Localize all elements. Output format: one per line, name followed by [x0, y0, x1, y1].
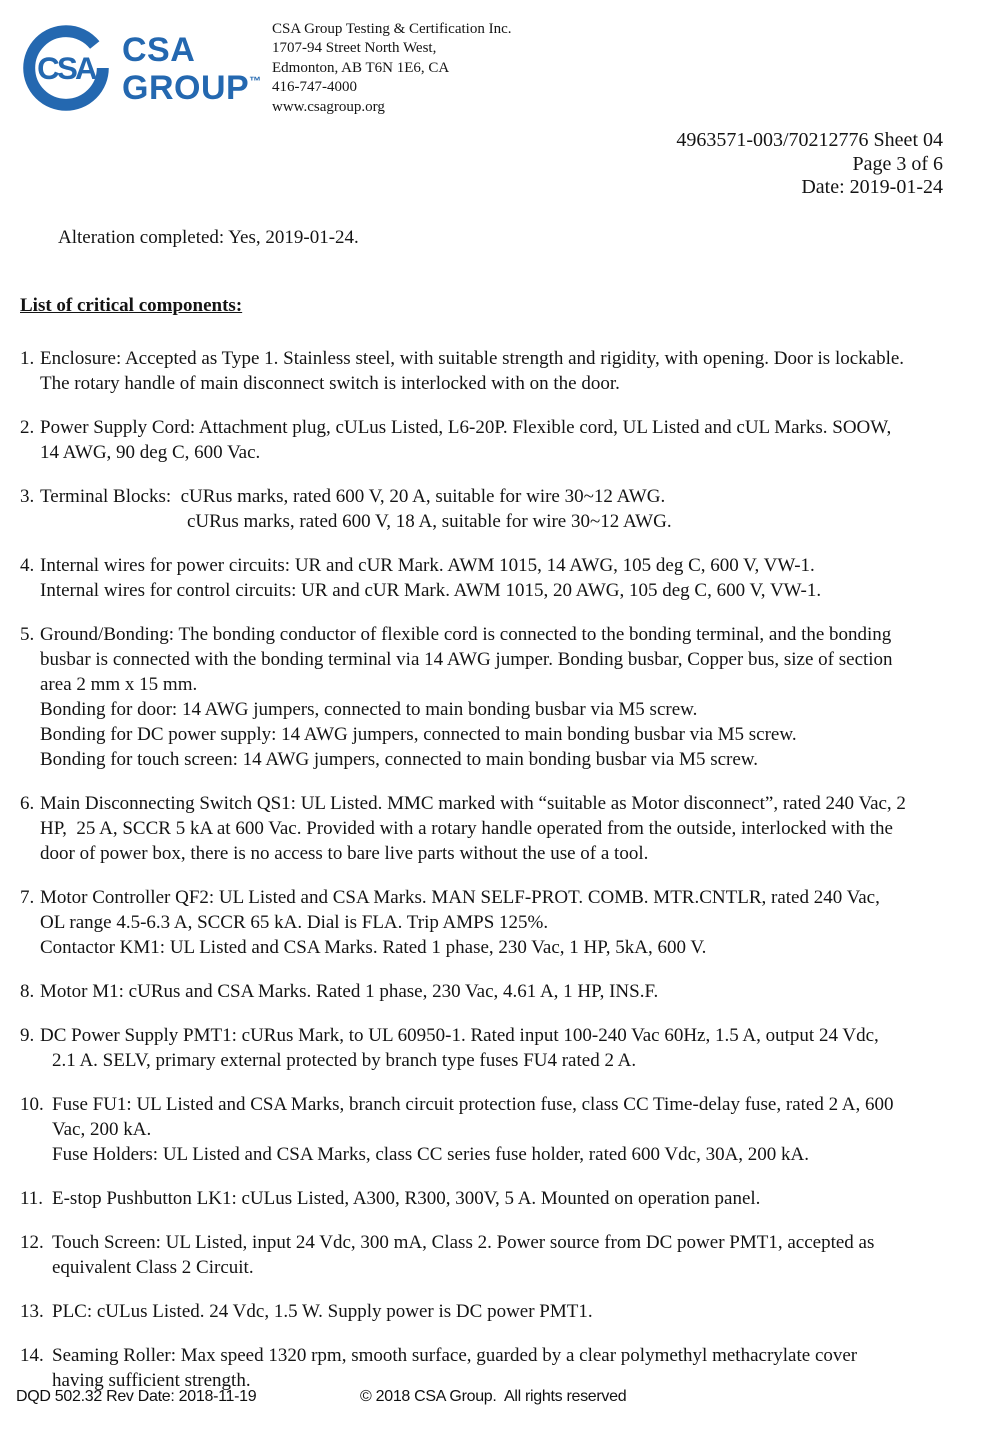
list-item	[20, 1230, 970, 1280]
item-line	[20, 979, 970, 1004]
item-text: Terminal Blocks: cURus marks, rated 600 V, 20 A, suitable for wire 30~12 AWG.	[40, 485, 666, 507]
address-line: 1707-94 Street North West,	[272, 40, 437, 57]
address-line: www.csagroup.org	[272, 98, 385, 115]
list-item	[20, 415, 970, 465]
item-line: equivalent Class 2 Circuit.	[52, 1256, 254, 1278]
item-line	[20, 415, 970, 440]
item-number: 5.	[20, 623, 35, 645]
list-item	[20, 1023, 970, 1073]
alteration-note: Alteration completed: Yes, 2019-01-24.	[58, 226, 359, 248]
footer-copyright: © 2018 CSA Group. All rights reserved	[360, 1388, 627, 1405]
item-line: 14 AWG, 90 deg C, 600 Vac.	[40, 441, 261, 463]
sheet-number: 4963571-003/70212776 Sheet 04	[676, 129, 943, 152]
list-item	[20, 553, 970, 603]
item-line	[20, 1023, 970, 1048]
item-line: The rotary handle of main disconnect switch is interlocked with on the door.	[40, 372, 620, 394]
item-line	[20, 1092, 970, 1117]
item-line: Internal wires for control circuits: UR and cUR Mark. AWM 1015, 20 AWG, 105 deg C, 600 V, VW-1.	[40, 579, 822, 601]
csa-logo	[20, 14, 272, 114]
item-number: 8.	[20, 980, 35, 1002]
item-number: 12.	[20, 1231, 44, 1253]
page-footer	[16, 1388, 976, 1412]
item-line	[20, 553, 970, 578]
address-line: CSA Group Testing & Certification Inc.	[272, 21, 512, 37]
document-date: Date: 2019-01-24	[801, 176, 943, 199]
item-text: Seaming Roller: Max speed 1320 rpm, smooth surface, guarded by a clear polymethyl methacrylate cover	[52, 1344, 858, 1366]
item-line: Fuse Holders: UL Listed and CSA Marks, class CC series fuse holder, rated 600 Vdc, 30A, 200 kA.	[52, 1143, 810, 1165]
item-line	[20, 484, 970, 509]
item-text: PLC: cULus Listed. 24 Vdc, 1.5 W. Supply power is DC power PMT1.	[52, 1300, 593, 1322]
document-info	[20, 129, 970, 200]
item-number: 2.	[20, 416, 35, 438]
item-line	[20, 1230, 970, 1255]
list-item	[20, 622, 970, 772]
item-line	[20, 791, 970, 816]
item-number: 7.	[20, 886, 35, 908]
critical-components-list	[20, 346, 970, 1393]
item-line: Contactor KM1: UL Listed and CSA Marks. Rated 1 phase, 230 Vac, 1 HP, 5kA, 600 V.	[40, 936, 707, 958]
csa-logo-icon	[20, 22, 112, 114]
item-line: 2.1 A. SELV, primary external protected by branch type fuses FU4 rated 2 A.	[52, 1049, 637, 1071]
item-text: Main Disconnecting Switch QS1: UL Listed. MMC marked with “suitable as Motor disconnect”, rated 240 Vac, 2	[40, 792, 906, 814]
address-block	[272, 20, 511, 117]
item-text: Power Supply Cord: Attachment plug, cULus Listed, L6-20P. Flexible cord, UL Listed and cUL Marks. SOOW,	[40, 416, 892, 438]
list-item	[20, 484, 970, 534]
item-text: DC Power Supply PMT1: cURus Mark, to UL 60950-1. Rated input 100-240 Vac 60Hz, 1.5 A, output 24 Vdc,	[40, 1024, 879, 1046]
item-text: Enclosure: Accepted as Type 1. Stainless steel, with suitable strength and rigidity, with opening. Door is lockable.	[40, 347, 905, 369]
item-text: Ground/Bonding: The bonding conductor of flexible cord is connected to the bonding terminal, and the bonding	[40, 623, 892, 645]
list-item	[20, 885, 970, 960]
item-text: Fuse FU1: UL Listed and CSA Marks, branch circuit protection fuse, class CC Time-delay fuse, rated 2 A, 600	[52, 1093, 894, 1115]
list-item	[20, 979, 970, 1004]
list-item	[20, 1092, 970, 1167]
list-item	[20, 1186, 970, 1211]
item-text: Motor M1: cURus and CSA Marks. Rated 1 phase, 230 Vac, 4.61 A, 1 HP, INS.F.	[40, 980, 659, 1002]
item-number: 3.	[20, 485, 35, 507]
page-number: Page 3 of 6	[852, 152, 943, 175]
item-line: HP, 25 A, SCCR 5 kA at 600 Vac. Provided with a rotary handle operated from the outside, interlocked with the	[40, 817, 893, 839]
item-line: OL range 4.5-6.3 A, SCCR 65 kA. Dial is FLA. Trip AMPS 125%.	[40, 911, 549, 933]
item-number: 14.	[20, 1344, 44, 1366]
csa-brand-text	[122, 30, 262, 107]
item-number: 9.	[20, 1024, 35, 1046]
item-line	[20, 1343, 970, 1368]
item-line: busbar is connected with the bonding terminal via 14 AWG jumper. Bonding busbar, Copper bus, size of section	[40, 648, 893, 670]
page-header	[20, 14, 970, 117]
item-line: Bonding for touch screen: 14 AWG jumpers, connected to main bonding busbar via M5 screw.	[40, 748, 759, 770]
item-line: door of power box, there is no access to bare live parts without the use of a tool.	[40, 842, 649, 864]
item-line	[20, 885, 970, 910]
list-item	[20, 346, 970, 396]
item-text: E-stop Pushbutton LK1: cULus Listed, A300, R300, 300V, 5 A. Mounted on operation panel.	[52, 1187, 761, 1209]
item-number: 11.	[20, 1187, 44, 1209]
item-line: having sufficient strength.	[52, 1369, 251, 1391]
item-line	[20, 622, 970, 647]
item-text: Internal wires for power circuits: UR and cUR Mark. AWM 1015, 14 AWG, 105 deg C, 600 V, VW-1.	[40, 554, 815, 576]
item-number: 6.	[20, 792, 35, 814]
item-line: area 2 mm x 15 mm.	[40, 673, 198, 695]
item-text: Motor Controller QF2: UL Listed and CSA Marks. MAN SELF-PROT. COMB. MTR.CNTLR, rated 240 Vac,	[40, 886, 880, 908]
item-line: Bonding for DC power supply: 14 AWG jumpers, connected to main bonding busbar via M5 screw.	[40, 723, 797, 745]
address-line: Edmonton, AB T6N 1E6, CA	[272, 59, 450, 76]
item-line: cURus marks, rated 600 V, 18 A, suitable for wire 30~12 AWG.	[187, 510, 672, 532]
item-line: Bonding for door: 14 AWG jumpers, connected to main bonding busbar via M5 screw.	[40, 698, 698, 720]
section-title: List of critical components:	[20, 294, 243, 316]
item-number: 10.	[20, 1093, 44, 1115]
footer-doc-code: DQD 502.32 Rev Date: 2018-11-19	[16, 1388, 257, 1405]
item-line	[20, 346, 970, 371]
brand-line1: CSA	[122, 30, 196, 69]
item-number: 13.	[20, 1300, 44, 1322]
list-item	[20, 791, 970, 866]
svg-text:CSA: CSA	[37, 51, 95, 87]
address-line: 416-747-4000	[272, 79, 357, 96]
item-text: Touch Screen: UL Listed, input 24 Vdc, 300 mA, Class 2. Power source from DC power PMT1, accepted as	[52, 1231, 875, 1253]
list-item	[20, 1299, 970, 1324]
list-item	[20, 1343, 970, 1393]
trademark-symbol: ™	[249, 73, 262, 88]
item-line	[20, 1299, 970, 1324]
item-line: Vac, 200 kA.	[52, 1118, 152, 1140]
brand-line2: GROUP	[122, 68, 250, 107]
item-number: 4.	[20, 554, 35, 576]
item-number: 1.	[20, 347, 35, 369]
item-line	[20, 1186, 970, 1211]
